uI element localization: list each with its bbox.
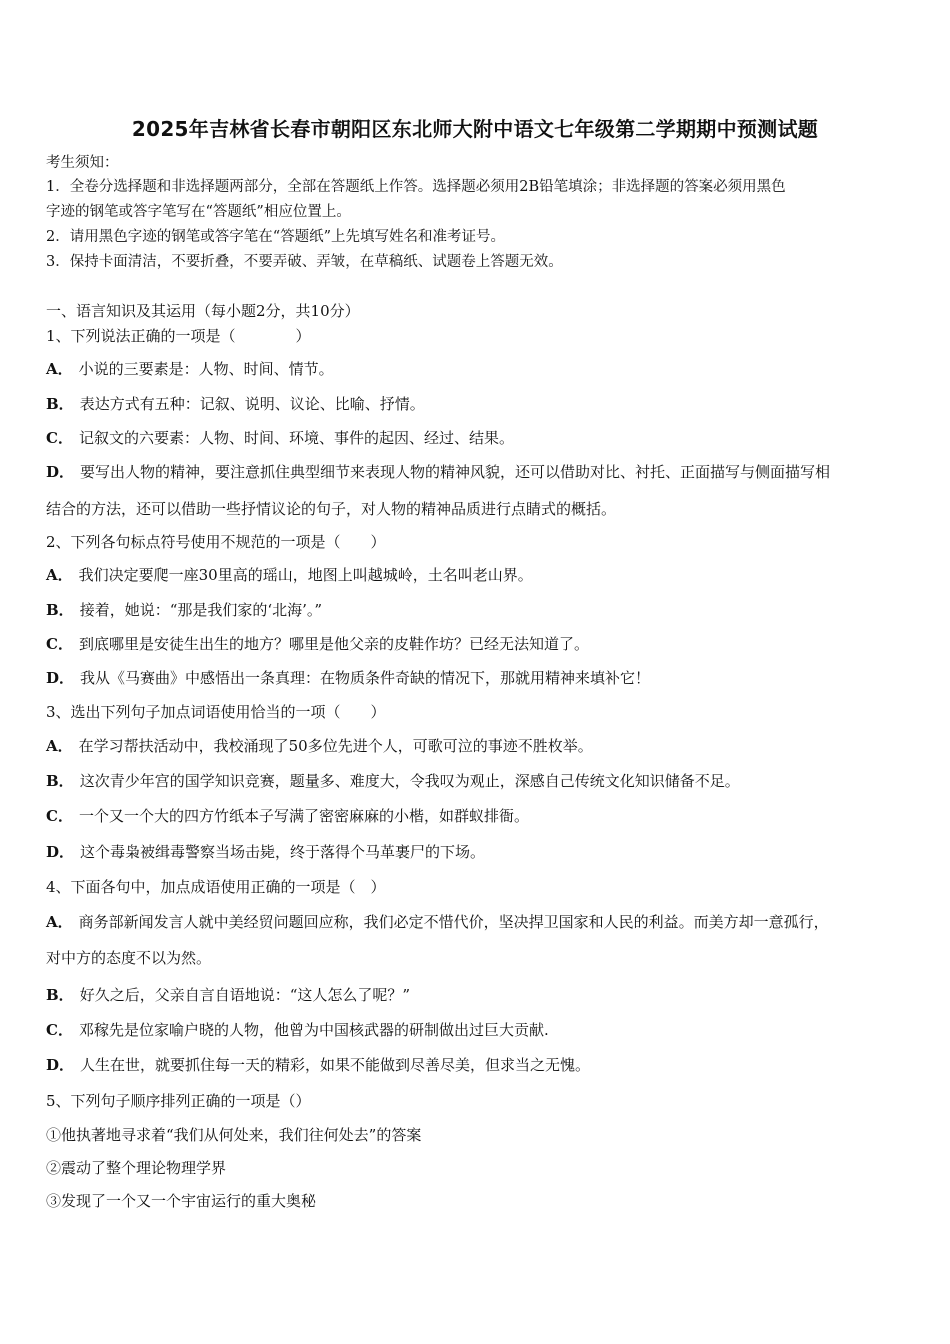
page-title: 2025年吉林省长春市朝阳区东北师大附中语文七年级第二学期期中预测试题 — [131, 117, 819, 141]
question-4-option-a — [46, 911, 912, 933]
option-text: 要写出人物的精神，要注意抓住典型细节来表现人物的精神风貌，还可以借助对比、衬托、正面描写与侧面描写相 — [80, 463, 831, 481]
option-text: 商务部新闻发言人就中美经贸问题回应称，我们必定不惜代价，坚决捍卫国家和人民的利益。而美方却一意孤行， — [78, 913, 829, 931]
question-1-option-d-cont: 结合的方法，还可以借助一些抒情议论的句子，对人物的精神品质进行点睛式的概括。 — [46, 500, 617, 518]
section-heading: 一、语言知识及其运用（每小题2分，共10分） — [46, 302, 360, 320]
question-1-option-d — [46, 461, 912, 483]
question-3-stem: 3、选出下列句子加点词语使用恰当的一项（ ） — [46, 703, 386, 721]
notice-heading: 考生须知： — [46, 155, 119, 171]
option-text: 邓稼先是位家喻户晓的人物，他曾为中国核武器的研制做出过巨大贡献. — [78, 1021, 549, 1039]
notice-item-3: 3．保持卡面清洁，不要折叠，不要弄破、弄皱，在草稿纸、试题卷上答题无效。 — [46, 254, 563, 270]
option-letter: C． — [46, 429, 73, 447]
option-letter: C． — [46, 807, 73, 825]
option-text: 我从《马赛曲》中感悟出一条真理：在物质条件奇缺的情况下，那就用精神来填补它！ — [80, 669, 651, 687]
option-text: 好久之后，父亲自言自语地说：“这人怎么了呢？” — [79, 986, 411, 1004]
option-text: 记叙文的六要素：人物、时间、环境、事件的起因、经过、结果。 — [78, 429, 514, 447]
option-text: 这个毒枭被缉毒警察当场击毙，终于落得个马革裹尸的下场。 — [80, 843, 486, 861]
question-2-option-b — [46, 599, 912, 621]
question-2-option-c — [46, 633, 912, 655]
option-text: 小说的三要素是：人物、时间、情节。 — [78, 360, 334, 378]
question-5-sentence-1: ①他执著地寻求着“我们从何处来，我们往何处去”的答案 — [46, 1126, 422, 1144]
option-letter: D． — [46, 669, 75, 687]
question-3-option-b — [46, 770, 912, 792]
question-4-option-a-cont: 对中方的态度不以为然。 — [46, 949, 212, 967]
option-text: 人生在世，就要抓住每一天的精彩，如果不能做到尽善尽美，但求当之无愧。 — [80, 1056, 591, 1074]
option-letter: D． — [46, 463, 75, 481]
option-text: 接着，她说：“那是我们家的‘北海’。” — [79, 601, 323, 619]
question-2-option-a — [46, 564, 912, 586]
option-letter: B． — [46, 986, 74, 1004]
question-1-stem: 1、下列说法正确的一项是（ ） — [46, 327, 311, 345]
question-1-option-b — [46, 393, 912, 415]
question-4-option-b — [46, 984, 912, 1006]
question-4-option-d — [46, 1054, 912, 1076]
option-letter: D． — [46, 1056, 75, 1074]
question-4-option-c — [46, 1019, 912, 1041]
option-letter: A． — [46, 360, 73, 378]
option-letter: A． — [46, 913, 73, 931]
question-2-option-d — [46, 667, 912, 689]
question-2-stem: 2、下列各句标点符号使用不规范的一项是（ ） — [46, 533, 386, 551]
question-1-option-c — [46, 427, 912, 449]
option-letter: B． — [46, 395, 74, 413]
option-text: 在学习帮扶活动中，我校涌现了50多位先进个人，可歌可泣的事迹不胜枚举。 — [78, 737, 593, 755]
question-1-option-a — [46, 358, 912, 380]
option-letter: B． — [46, 772, 74, 790]
option-text: 这次青少年宫的国学知识竞赛，题量多、难度大，令我叹为观止，深感自己传统文化知识储备不足。 — [79, 772, 740, 790]
question-3-option-a — [46, 735, 912, 757]
option-letter: C． — [46, 635, 73, 653]
option-letter: A． — [46, 737, 73, 755]
option-text: 到底哪里是安徒生出生的地方？哪里是他父亲的皮鞋作坊？已经无法知道了。 — [78, 635, 589, 653]
question-3-option-c — [46, 805, 912, 827]
option-letter: D． — [46, 843, 75, 861]
option-text: 一个又一个大的四方竹纸本子写满了密密麻麻的小楷，如群蚁排衙。 — [78, 807, 529, 825]
question-5-stem: 5、下列句子顺序排列正确的一项是（） — [46, 1092, 311, 1110]
option-text: 表达方式有五种：记叙、说明、议论、比喻、抒情。 — [79, 395, 425, 413]
notice-item-1: 1．全卷分选择题和非选择题两部分，全部在答题纸上作答。选择题必须用2B铅笔填涂；非选择题的答案必须用黑色 — [46, 179, 786, 195]
question-4-stem: 4、下面各句中，加点成语使用正确的一项是（ ） — [46, 878, 386, 896]
option-letter: A． — [46, 566, 73, 584]
option-text: 我们决定要爬一座30里高的瑶山，地图上叫越城岭，土名叫老山界。 — [78, 566, 533, 584]
notice-item-2: 2．请用黑色字迹的钢笔或答字笔在“答题纸”上先填写姓名和准考证号。 — [46, 229, 506, 245]
option-letter: B． — [46, 601, 74, 619]
question-3-option-d — [46, 841, 912, 863]
question-5-sentence-2: ②震动了整个理论物理学界 — [46, 1159, 227, 1177]
option-letter: C． — [46, 1021, 73, 1039]
notice-item-1-cont: 字迹的钢笔或答字笔写在“答题纸”相应位置上。 — [46, 204, 351, 220]
question-5-sentence-3: ③发现了一个又一个宇宙运行的重大奥秘 — [46, 1192, 317, 1210]
